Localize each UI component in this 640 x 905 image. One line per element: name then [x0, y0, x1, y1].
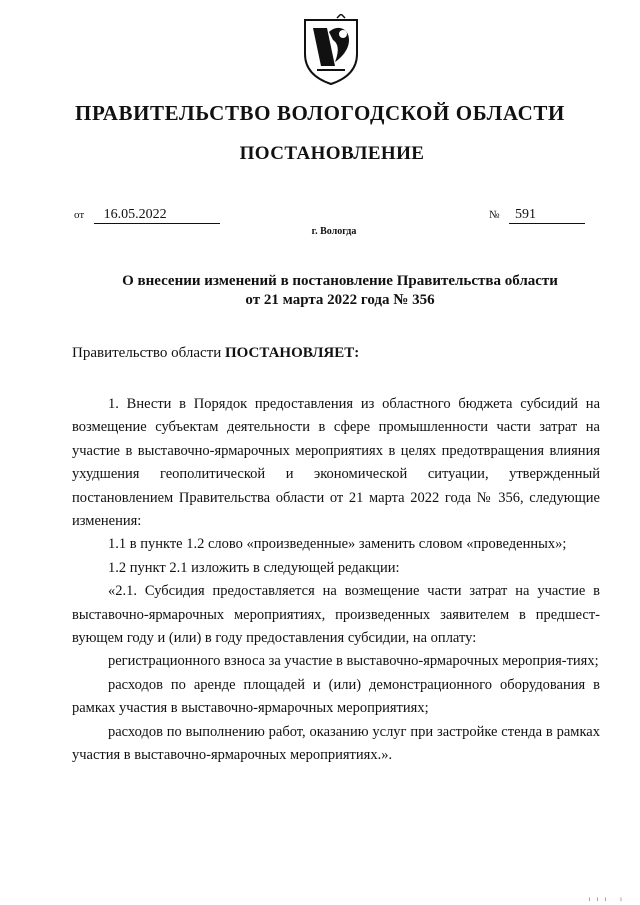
paragraph-1-2: 1.2 пункт 2.1 изложить в следующей редакции: — [108, 559, 400, 576]
number-prefix: № — [489, 209, 500, 221]
document-body — [72, 393, 600, 768]
footer-marks: ııı ı — [588, 895, 628, 903]
paragraph-item-fee: регистрационного взноса за участие в выставочно-ярмарочных мероприя-тиях; — [108, 653, 599, 670]
paragraph-1-1: 1.1 в пункте 1.2 слово «произведенные» заменить словом «проведенных»; — [108, 536, 567, 553]
document-number: 591 — [509, 207, 585, 224]
paragraph-item-stand: расходов по выполнению работ, оказанию услуг при застройке стенда в рамках участия в выставочно-ярмарочных мероприятиях.». — [72, 723, 600, 764]
preamble-text: Правительство области — [72, 345, 222, 361]
document-subject — [60, 272, 620, 310]
document-date: 16.05.2022 — [94, 207, 220, 224]
subject-line-2: от 21 марта 2022 года № 356 — [245, 292, 435, 308]
subject-line-1: О внесении изменений в постановление Правительства области — [122, 273, 558, 289]
date-field — [74, 207, 220, 224]
preamble-emphasis: ПОСТАНОВЛЯЕТ: — [224, 345, 360, 361]
paragraph-2-1: «2.1. Субсидия предоставляется на возмещение части затрат на участие в выставочно-ярмарочных мероприятиях, произведенных заявителем в предшест-вующем году и (или) в году предоставления субсидии, на оплату: — [72, 583, 600, 647]
number-field — [489, 207, 585, 224]
document-type: ПОСТАНОВЛЕНИЕ — [239, 143, 425, 164]
date-prefix: от — [74, 209, 85, 221]
preamble — [72, 345, 359, 362]
organization-title: ПРАВИТЕЛЬСТВО ВОЛОГОДСКОЙ ОБЛАСТИ — [75, 101, 565, 125]
paragraph-1: 1. Внести в Порядок предоставления из областного бюджета субсидий на возмещение субъектам деятельности в сфере промышленности части затрат на участие в выставочно-ярмарочных мероприятиях в целях предотвращения влияния ухудшения геополитической и экономической ситуации, утвержденный постановлением Правительства области от 21 марта 2022 года № 356, следующие изменения: — [72, 396, 600, 530]
coat-of-arms-icon — [299, 14, 363, 86]
city: г. Вологда — [311, 226, 357, 237]
paragraph-item-rent: расходов по аренде площадей и (или) демонстрационного оборудования в рамках участия в выставочно-ярмарочных мероприятиях; — [72, 676, 600, 717]
